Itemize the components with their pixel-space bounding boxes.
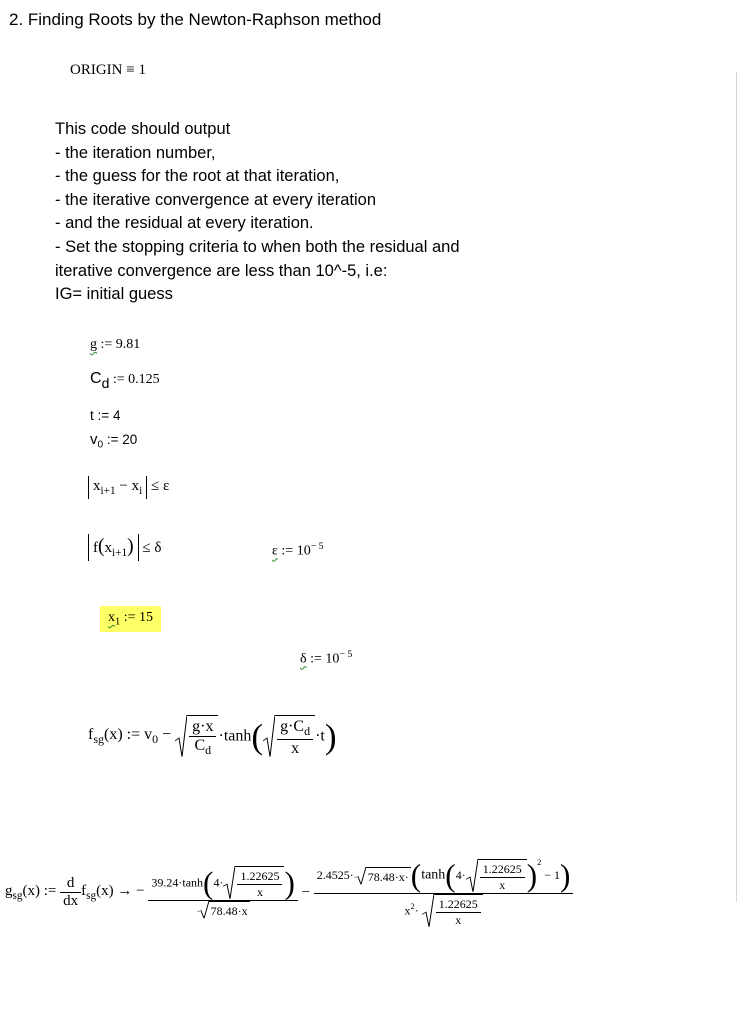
origin-statement[interactable]: ORIGIN ≡ 1 <box>70 62 146 78</box>
f-function: f <box>93 540 98 556</box>
assign-op: := <box>100 337 113 352</box>
term2-root <box>354 867 411 885</box>
instruction-line: - Set the stopping criteria to when both the residual and <box>55 237 460 256</box>
fsg-ref: f <box>81 883 87 900</box>
fsg-sub: sg <box>93 732 104 747</box>
term1-four: 4· <box>213 875 224 890</box>
term2-den-sqrt <box>422 894 483 928</box>
gsg-arg: (x) <box>22 883 41 900</box>
v0-subscript: 0 <box>97 439 104 451</box>
assign-op: := <box>106 432 119 447</box>
epsilon-variable: ε <box>272 543 278 559</box>
delta-exponent: − 5 <box>339 649 353 660</box>
term2-inner-num: 1.22625 <box>480 862 525 878</box>
section-heading: 2. Finding Roots by the Newton-Raphson method <box>9 10 382 29</box>
term2-tanh: tanh <box>421 867 446 883</box>
t-definition[interactable] <box>90 408 120 423</box>
d-numerator: d <box>60 875 81 893</box>
instruction-line: - the iterative convergence at every iteration <box>55 190 377 209</box>
epsilon-base: 10 <box>296 543 311 559</box>
x1-value: 15 <box>139 610 154 625</box>
x-denominator: x <box>291 740 300 758</box>
instruction-line: - the iteration number, <box>55 143 216 162</box>
term2-fraction: 2.4525· 78.48·x·(tanh(4· $\frac{1.22625}{x}$ )$^2$ − 1) $x^2\cdot$ $\frac{1.22625}{x}$ <box>314 858 574 928</box>
gcd-numerator: g·C <box>280 718 305 735</box>
minus-op: − <box>162 726 172 743</box>
instruction-line: - the guess for the root at that iteration, <box>55 167 340 186</box>
minus-op: − <box>119 478 128 494</box>
gsg-sub: sg <box>12 890 23 903</box>
gx-numerator: g·x <box>189 718 216 737</box>
term1-inner-den: x <box>256 885 263 900</box>
fsg-ref-sub: sg <box>86 890 97 903</box>
term2-den-num: 1.22625 <box>436 897 481 913</box>
term2-coef: 2.4525· <box>316 868 354 883</box>
sqrt-gx-over-cd <box>175 715 218 758</box>
cd-definition[interactable] <box>90 370 160 391</box>
v0-ref: v <box>144 726 153 743</box>
cd-subscript: d <box>101 374 110 391</box>
tanh-op: ·tanh <box>218 727 252 745</box>
middle-minus: − <box>301 884 311 901</box>
v0-ref-sub: 0 <box>152 732 159 747</box>
delta-base: 10 <box>325 651 340 667</box>
g-value: 9.81 <box>115 337 141 352</box>
delta-definition[interactable] <box>300 649 352 667</box>
instruction-line: This code should output <box>55 120 231 138</box>
x-curr: x <box>131 478 140 494</box>
t-value: 4 <box>112 408 121 423</box>
term2-inner-sqrt <box>466 859 527 893</box>
fsg-name: f <box>88 726 94 743</box>
sqrt-gcd-over-x <box>263 715 315 758</box>
term2-den-pow: 2 <box>410 901 415 911</box>
delta-variable: δ <box>300 651 307 667</box>
term1-inner-sqrt <box>223 866 284 900</box>
term1-den: 78.48·x <box>209 901 250 919</box>
x1-definition[interactable] <box>100 606 161 632</box>
leading-minus: − <box>136 883 145 900</box>
gcd-numerator-sub: d <box>304 724 311 739</box>
assign-op: := <box>123 610 136 625</box>
assign-op: := <box>112 372 125 387</box>
v0-variable: v <box>90 431 98 448</box>
fsg-ref-arg: (x) <box>96 883 114 900</box>
radical-icon <box>263 715 275 758</box>
g-definition[interactable] <box>90 337 140 353</box>
assign-op: := <box>126 726 141 743</box>
radical-icon <box>223 866 235 900</box>
v0-value: 20 <box>122 432 138 447</box>
x1-subscript: 1 <box>115 616 121 628</box>
radical-icon <box>354 867 366 885</box>
fsg-definition[interactable]: $f_{sg}(x)$ := $v_0$ − $\frac{g\cdot x}{C_d}$ ·tanh( $\frac{g\cdot C_d}{x}$ ·t) <box>88 716 337 758</box>
cd-denominator: C <box>194 737 206 754</box>
dx-denominator: dx <box>63 893 79 910</box>
radical-icon <box>175 715 187 758</box>
instruction-line: IG= initial guess <box>55 285 173 304</box>
cd-variable: C <box>90 370 102 387</box>
derivative-operator <box>60 875 81 910</box>
term1-coef: 39.24·tanh <box>151 875 204 890</box>
term2-den-dot: · <box>414 903 419 918</box>
radical-icon <box>197 901 209 919</box>
iterative-criterion[interactable] <box>88 476 169 499</box>
term2-four: 4· <box>455 868 466 883</box>
x1-variable: x <box>108 610 115 625</box>
t-variable: t <box>90 408 94 423</box>
term2-inner-den: x <box>499 877 506 892</box>
le-delta: ≤ δ <box>142 540 162 556</box>
term2-den-den: x <box>455 912 462 927</box>
assign-op: := <box>97 408 110 423</box>
term1-inner-num: 1.22625 <box>237 869 282 885</box>
le-epsilon: ≤ ε <box>150 478 170 494</box>
x-next: x <box>93 478 101 494</box>
times-t: ·t <box>315 727 325 745</box>
assign-op: := <box>310 651 322 667</box>
term2-minus-one: − 1 <box>544 868 561 883</box>
instruction-line: - and the residual at every iteration. <box>55 214 314 233</box>
fsg-arg: (x) <box>104 726 123 743</box>
cd-value: 0.125 <box>128 372 160 387</box>
epsilon-exponent: − 5 <box>310 541 324 552</box>
x-next: x <box>104 540 112 556</box>
assign-op: := <box>281 543 294 559</box>
instructions-text[interactable] <box>55 118 460 307</box>
radical-icon <box>422 894 434 928</box>
term1-denominator-sqrt <box>197 901 250 919</box>
gsg-definition[interactable] <box>5 858 573 928</box>
x-curr-sub: i <box>139 484 143 497</box>
radical-icon <box>466 859 478 893</box>
instruction-line: iterative convergence are less than 10^-5, i.e: <box>55 261 388 280</box>
term2-root-body: 78.48·x· <box>366 867 411 885</box>
g-variable: g <box>90 337 97 352</box>
residual-criterion[interactable]: $f(x_{i+1}) \le \delta$ <box>88 534 161 561</box>
x-next-sub: i+1 <box>100 484 116 497</box>
term1-fraction: 39.24·tanh(4· $\frac{1.22625}{x}$ ) 78.48·x <box>148 866 297 919</box>
x-next-sub: i+1 <box>112 546 128 559</box>
v0-definition[interactable] <box>90 431 137 451</box>
term2-power: 2 <box>537 858 542 867</box>
gsg-name: g <box>5 883 13 900</box>
assign-op: := <box>43 883 57 900</box>
term2-den-x: x <box>404 903 411 918</box>
region-edge <box>736 72 737 902</box>
symbolic-arrow: → <box>117 883 133 900</box>
epsilon-definition[interactable] <box>272 541 324 559</box>
cd-denominator-sub: d <box>205 743 212 758</box>
